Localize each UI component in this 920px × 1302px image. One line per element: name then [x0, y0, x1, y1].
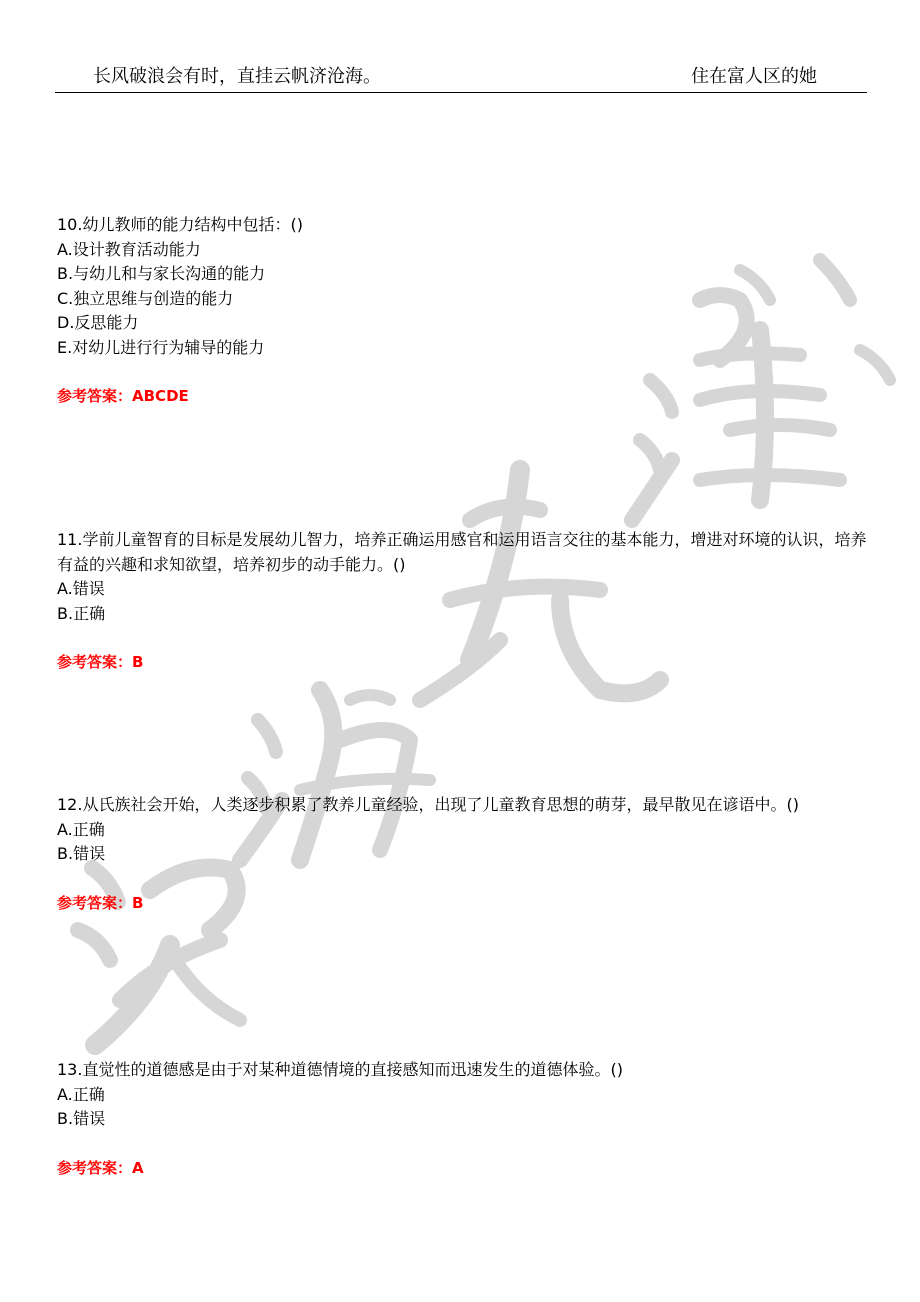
answer-label: 参考答案： [57, 1158, 133, 1177]
question-10 [57, 213, 867, 408]
reference-answer [57, 650, 867, 674]
option-b: B.错误 [57, 844, 106, 863]
answer-label: 参考答案： [57, 387, 133, 405]
header-author: 住在富人区的她 [691, 66, 817, 87]
question-stem: 10.幼儿教师的能力结构中包括：() [57, 215, 303, 234]
header-motto: 长风破浪会有时，直挂云帆济沧海。 [93, 66, 381, 87]
reference-answer [57, 891, 867, 915]
option-a: A.正确 [57, 1084, 105, 1104]
option-d: D.反思能力 [57, 313, 139, 332]
option-e: E.对幼儿进行行为辅导的能力 [57, 337, 265, 357]
page-header [55, 62, 867, 93]
reference-answer [57, 384, 867, 408]
option-a: A.正确 [57, 819, 105, 839]
option-a: A.错误 [57, 579, 105, 598]
reference-answer [57, 1156, 867, 1180]
option-c: C.独立思维与创造的能力 [57, 288, 234, 308]
answer-value: A [132, 1158, 144, 1177]
option-b: B.错误 [57, 1109, 106, 1128]
answer-value: B [132, 893, 144, 912]
question-11 [57, 528, 867, 674]
question-stem: 11.学前儿童智育的目标是发展幼儿智力，培养正确运用感官和运用语言交往的基本能力，增进对环境的认识，培养有益的兴趣和求知欲望，培养初步的动手能力。() [57, 530, 867, 574]
option-b: B.正确 [57, 603, 106, 623]
answer-value: B [132, 653, 144, 671]
question-stem: 13.直觉性的道德感是由于对某种道德情境的直接感知而迅速发生的道德体验。() [57, 1060, 623, 1079]
answer-value: ABCDE [132, 387, 189, 405]
question-13 [57, 1058, 867, 1180]
option-a: A.设计教育活动能力 [57, 239, 201, 259]
question-stem: 12.从氏族社会开始，人类逐步积累了教养儿童经验，出现了儿童教育思想的萌芽，最早散见在谚语中。() [57, 795, 799, 814]
option-b: B.与幼儿和与家长沟通的能力 [57, 264, 266, 283]
question-12 [57, 793, 867, 915]
answer-label: 参考答案： [57, 653, 133, 671]
answer-label: 参考答案： [57, 893, 133, 912]
